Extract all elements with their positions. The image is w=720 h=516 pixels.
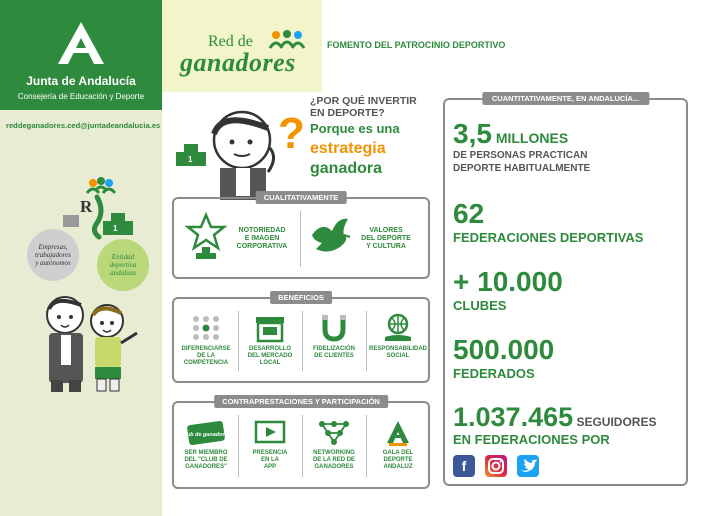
- stats-label: CUANTITATIVAMENTE, EN ANDALUCÍA...: [482, 92, 649, 105]
- benefit-item-social-responsibility: RESPONSABILIDAD SOCIAL: [368, 313, 428, 360]
- svg-text:Club de ganadores: Club de ganadores: [181, 432, 231, 438]
- divider: [238, 415, 239, 477]
- divider: [302, 311, 303, 371]
- why-question: ¿POR QUÉ INVERTIR EN DEPORTE?: [310, 95, 417, 119]
- divider: [366, 415, 367, 477]
- counterpart-item-club-member: Club de ganadores SER MIEMBRO DEL "CLUB DE GANADORES": [176, 419, 236, 471]
- question-mark-icon: ?: [278, 109, 305, 158]
- benefit-item-local-market: DESARROLLO DEL MERCADO LOCAL: [240, 313, 300, 367]
- junta-logo[interactable]: [0, 0, 162, 110]
- svg-text:R: R: [80, 197, 93, 216]
- businessman-figure-icon: [47, 297, 83, 392]
- network-icon: [317, 419, 351, 447]
- qualitative-label: CUALITATIVAMENTE: [256, 191, 347, 204]
- org-department: Consejería de Educación y Deporte: [17, 92, 145, 101]
- contact-email-link[interactable]: reddeganadores.ced@juntadeandalucia.es: [6, 121, 161, 130]
- stat-clubs-line: CLUBES: [453, 298, 507, 313]
- brand-main-text: ganadores: [180, 48, 296, 77]
- twitter-icon[interactable]: [517, 455, 539, 477]
- divider: [238, 311, 239, 371]
- why-answer-line3: ganadora: [310, 160, 383, 177]
- counterpart-item-gala: GALA DEL DEPORTE ANDALUZ: [368, 419, 428, 471]
- org-name: Junta de Andalucía: [26, 74, 136, 88]
- brand-top-text: Red de: [208, 33, 253, 50]
- stat-federated-line: FEDERADOS: [453, 366, 535, 381]
- dot-grid-icon: [189, 313, 223, 343]
- svg-text:Empresas,: Empresas,: [38, 243, 68, 251]
- divider: [302, 415, 303, 477]
- divider: [366, 311, 367, 371]
- svg-text:1: 1: [113, 224, 118, 233]
- instagram-icon[interactable]: [485, 455, 507, 477]
- counterpart-item-app-presence: PRESENCIA EN LA APP: [240, 419, 300, 471]
- svg-text:Entidad: Entidad: [111, 253, 135, 261]
- stat-clubs-number: + 10.000: [453, 266, 563, 297]
- sidebar: [0, 0, 162, 516]
- svg-text:y autónomos: y autónomos: [35, 259, 71, 267]
- stat-practitioners-line2: DEPORTE HABITUALMENTE: [453, 163, 591, 174]
- sidebar-illustration: [25, 175, 155, 395]
- svg-text:andaluza: andaluza: [110, 269, 136, 277]
- video-play-icon: [253, 419, 287, 447]
- stat-followers-line: EN FEDERACIONES POR: [453, 432, 610, 447]
- page-title: FOMENTO DEL PATROCINIO DEPORTIVO: [327, 40, 506, 50]
- svg-text:trabajadores: trabajadores: [35, 251, 71, 259]
- trophy-star-icon: [186, 213, 226, 261]
- magnet-icon: [317, 313, 351, 343]
- dove-icon: [308, 213, 352, 261]
- stat-practitioners-number: 3,5 MILLONES: [453, 118, 569, 149]
- membership-card-icon: [181, 419, 231, 447]
- trophy-podium-icon: [176, 144, 206, 166]
- counterpart-item-networking: NETWORKING DE LA RED DE GANADORES: [304, 419, 364, 471]
- stat-followers-number: 1.037.465 SEGUIDORES: [453, 402, 657, 432]
- gala-award-icon: [381, 419, 415, 447]
- counterparts-panel: [172, 397, 430, 489]
- why-answer-line2: estrategia: [310, 140, 386, 157]
- stat-practitioners-line1: DE PERSONAS PRACTICAN: [453, 150, 588, 161]
- svg-text:deportiva: deportiva: [109, 261, 137, 269]
- qualitative-panel: CUALITATIVAMENTE NOTORIEDAD E IMAGEN CORPORATIVA VALORES DEL DEPORTE Y CULTURA: [172, 197, 430, 279]
- counterparts-label: CONTRAPRESTACIONES Y PARTICIPACIÓN: [214, 395, 388, 408]
- svg-text:1: 1: [188, 155, 193, 164]
- thinking-man-illustration: [170, 100, 310, 200]
- why-answer-line1: Porque es una: [310, 121, 400, 136]
- stats-panel: [443, 94, 688, 486]
- junta-a-logo-icon: [58, 22, 104, 64]
- shop-icon: [253, 313, 287, 343]
- people-icon: [268, 30, 306, 52]
- benefits-panel: [172, 293, 430, 383]
- stat-federations-line: FEDERACIONES DEPORTIVAS: [453, 230, 644, 245]
- people-icon: [87, 177, 115, 193]
- facebook-icon[interactable]: f: [453, 455, 475, 477]
- benefit-item-differentiate: DIFERENCIARSE DE LA COMPETENCIA: [176, 313, 236, 367]
- stat-federated-number: 500.000: [453, 334, 555, 365]
- globe-hand-icon: [381, 313, 415, 343]
- benefit-item-loyalty: FIDELIZACIÓN DE CLIENTES: [304, 313, 364, 360]
- benefits-label: BENEFICIOS: [270, 291, 332, 304]
- stat-federations-number: 62: [453, 198, 485, 229]
- divider: [300, 211, 301, 267]
- athlete-figure-icon: [91, 305, 137, 391]
